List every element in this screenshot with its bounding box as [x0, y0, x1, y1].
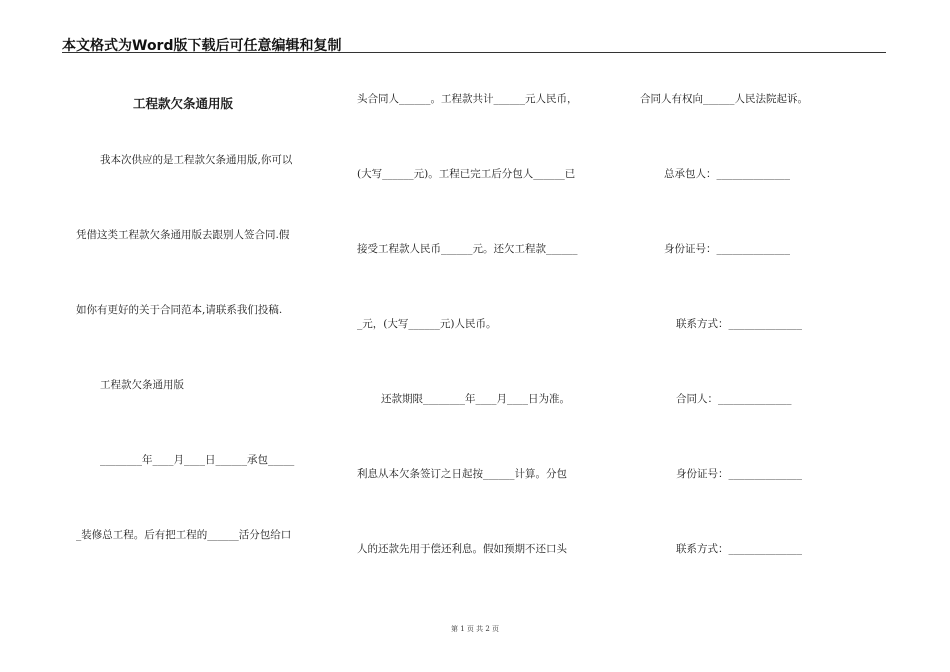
col2-line-4: _元，(大写______元)人民币。	[357, 318, 497, 330]
header-title: 本文格式为Word版下载后可任意编辑和复制	[62, 38, 342, 54]
col2-line-6: 利息从本欠条签订之日起按______计算。分包	[357, 468, 567, 480]
col3-line-6: 身份证号：______________	[676, 468, 802, 480]
col2-line-3: 接受工程款人民币______元。还欠工程款______	[357, 243, 578, 255]
col3-line-5: 合同人：______________	[676, 393, 792, 405]
col3-line-2: 总承包人：______________	[664, 168, 790, 180]
col1-line-2: 凭借这类工程款欠条通用版去跟别人签合同.假	[76, 229, 290, 241]
col1-line-1: 我本次供应的是工程款欠条通用版,你可以	[100, 154, 293, 166]
col1-line-5: ________年____月____日______承包_____	[100, 454, 295, 466]
col3-line-7: 联系方式：______________	[676, 543, 802, 555]
col2-line-7: 人的还款先用于偿还利息。假如预期不还口头	[357, 543, 567, 555]
col3-line-1: 合同人有权向______人民法院起诉。	[640, 93, 808, 105]
col1-line-3: 如你有更好的关于合同范本,请联系我们投稿.	[76, 304, 283, 316]
header-divider	[62, 52, 886, 53]
col3-line-4: 联系方式：______________	[676, 318, 802, 330]
col2-line-1: 头合同人______。工程款共计______元人民币，	[357, 93, 578, 105]
col1-line-4: 工程款欠条通用版	[100, 379, 184, 391]
col1-line-6: _装修总工程。后有把工程的______活分包给口	[76, 529, 292, 541]
page-number: 第 1 页 共 2 页	[450, 625, 500, 633]
document-title: 工程款欠条通用版	[133, 96, 234, 111]
col2-line-5: 还款期限________年____月____日为准。	[381, 393, 570, 405]
col2-line-2: (大写______元)。工程已完工后分包人______已	[357, 168, 576, 180]
col3-line-3: 身份证号：______________	[664, 243, 790, 255]
